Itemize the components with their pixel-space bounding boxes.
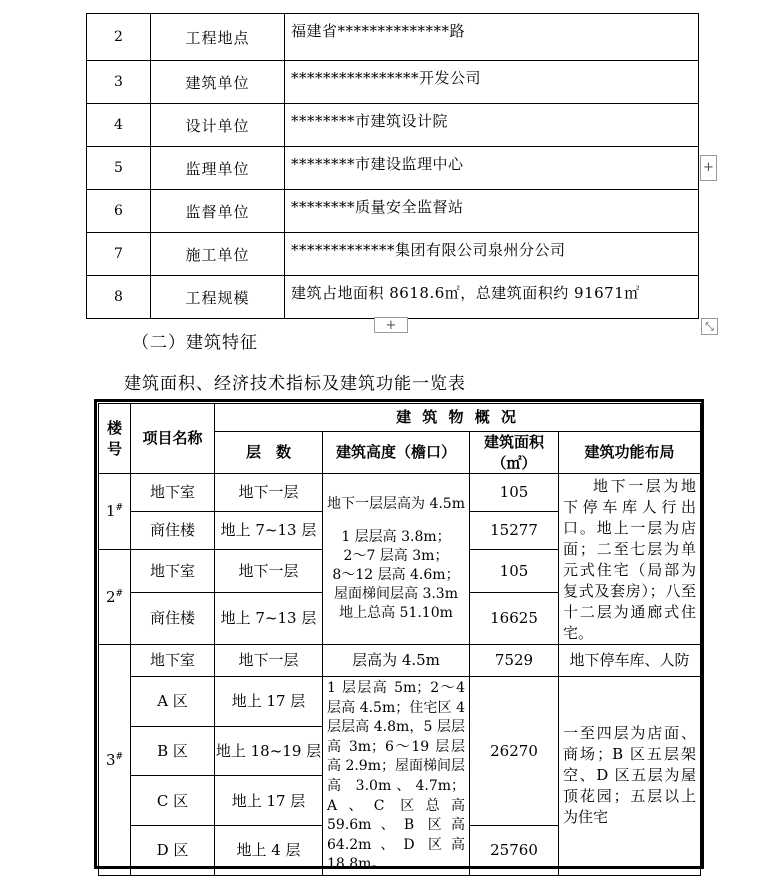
b3-zone-a-floors: 地上 17 层 — [215, 677, 323, 727]
row-number: 6 — [87, 190, 151, 233]
b1-residential-area: 15277 — [470, 512, 559, 550]
row-value: ********市建设监理中心 — [285, 147, 699, 190]
project-info-row — [87, 147, 699, 190]
add-column-marker[interactable]: + — [374, 317, 408, 333]
header-building-no: 楼号 — [99, 404, 131, 474]
b2-residential-name: 商住楼 — [131, 593, 215, 645]
row-value: ****************开发公司 — [285, 61, 699, 104]
b2-residential-floors: 地上 7~13 层 — [215, 593, 323, 645]
row-label: 工程规模 — [151, 276, 285, 319]
b3-basement-function: 地下停车库、人防 — [559, 645, 701, 677]
row-number: 4 — [87, 104, 151, 147]
row-number: 2 — [87, 14, 151, 61]
b3-zone-c-floors: 地上 17 层 — [215, 776, 323, 826]
header-project-name: 项目名称 — [131, 404, 215, 474]
b2-residential-area: 16625 — [470, 593, 559, 645]
b1-basement-area: 105 — [470, 474, 559, 512]
b3-zone-a-name: A 区 — [131, 677, 215, 727]
project-info-table — [86, 13, 699, 319]
row-value: *************集团有限公司泉州分公司 — [285, 233, 699, 276]
b3-height-cell: 1 层层高 5m；2～4 层高 4.5m；住宅区 4 层层高 4.8m，5 层层高 3m；6～19 层层高 2.9m；屋面梯间层高 3.0m、4.7m；A、C 区总高 59.6m、B 区高 64.2m、D 区高 18.8m。 — [323, 677, 470, 876]
row-label: 工程地点 — [151, 14, 285, 61]
row-value: ********市建筑设计院 — [285, 104, 699, 147]
b1-residential-name: 商住楼 — [131, 512, 215, 550]
row-label: 建筑单位 — [151, 61, 285, 104]
b2-basement-floors: 地下一层 — [215, 550, 323, 593]
b3-basement-floors: 地下一层 — [215, 645, 323, 677]
b3-zone-d-floors: 地上 4 层 — [215, 826, 323, 876]
b3-abc-area: 26270 — [470, 677, 559, 826]
b3-basement-area: 7529 — [470, 645, 559, 677]
b2-basement-name: 地下室 — [131, 550, 215, 593]
b12-function-cell: 地下一层为地下停车库人行出口。地上一层为店面；二至七层为单元式住宅（局部为复式及套房）；八至十二层为通廊式住宅。 — [559, 474, 701, 645]
row-value: 建筑占地面积 8618.6㎡，总建筑面积约 91671㎡ — [285, 276, 699, 319]
section-heading: （二）建筑特征 — [132, 333, 258, 353]
project-info-row — [87, 233, 699, 276]
project-info-row — [87, 14, 699, 61]
project-info-row — [87, 276, 699, 319]
header-function: 建筑功能布局 — [559, 432, 701, 474]
row-label: 监理单位 — [151, 147, 285, 190]
add-row-marker[interactable]: + — [700, 155, 717, 181]
project-info-row — [87, 190, 699, 233]
row-number: 8 — [87, 276, 151, 319]
b3-basement-name: 地下室 — [131, 645, 215, 677]
header-height: 建筑高度（檐口） — [323, 432, 470, 474]
row-label: 监督单位 — [151, 190, 285, 233]
row-value: 福建省**************路 — [285, 14, 699, 61]
row-number: 3 — [87, 61, 151, 104]
table-resize-handle[interactable]: ⤡ — [701, 318, 718, 335]
b1-residential-floors: 地上 7~13 层 — [215, 512, 323, 550]
row-label: 施工单位 — [151, 233, 285, 276]
header-overview: 建 筑 物 概 况 — [215, 404, 701, 432]
b1-basement-floors: 地下一层 — [215, 474, 323, 512]
b3-zone-d-name: D 区 — [131, 826, 215, 876]
header-area: 建筑面积（㎡） — [470, 432, 559, 474]
building-2-no: 2# — [99, 550, 131, 645]
b1-basement-name: 地下室 — [131, 474, 215, 512]
building-overview-table — [98, 403, 701, 876]
b3-zone-b-name: B 区 — [131, 726, 215, 776]
project-info-row — [87, 104, 699, 147]
b3-function-cell: 一至四层为店面、商场；B 区五层架空、D 区五层为屋顶花园；五层以上为住宅 — [559, 677, 701, 876]
b3-zone-b-floors: 地上 18~19 层 — [215, 726, 323, 776]
table-caption: 建筑面积、经济技术指标及建筑功能一览表 — [124, 374, 466, 394]
row-value: ********质量安全监督站 — [285, 190, 699, 233]
b3-zone-c-name: C 区 — [131, 776, 215, 826]
b3-basement-height: 层高为 4.5m — [323, 645, 470, 677]
b12-height-cell: 地下一层层高为 4.5m 1 层层高 3.8m； 2～7 层高 3m； 8～12 层高 4.6m； 屋面梯间层高 3.3m 地上总高 51.10m — [323, 474, 470, 645]
row-number: 5 — [87, 147, 151, 190]
b2-basement-area: 105 — [470, 550, 559, 593]
row-label: 设计单位 — [151, 104, 285, 147]
project-info-row — [87, 61, 699, 104]
header-floors: 层 数 — [215, 432, 323, 474]
row-number: 7 — [87, 233, 151, 276]
building-1-no: 1# — [99, 474, 131, 550]
building-3-no: 3# — [99, 645, 131, 876]
b3-zone-d-area: 25760 — [470, 826, 559, 876]
